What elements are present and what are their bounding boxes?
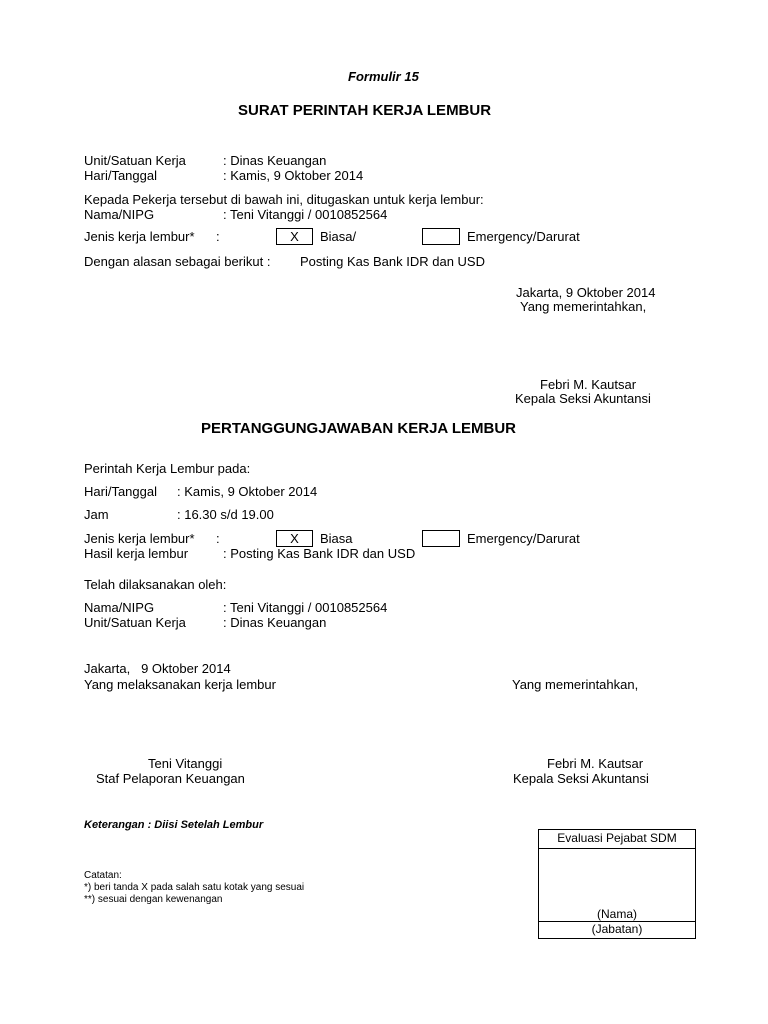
name-value: : Teni Vitanggi / 0010852564 xyxy=(223,207,388,222)
regular-label: Biasa/ xyxy=(320,229,357,244)
overtime-type-colon: : xyxy=(216,229,220,244)
date-label: Hari/Tanggal xyxy=(84,168,157,183)
executor-label: Yang melaksanakan kerja lembur xyxy=(84,677,276,692)
sdm-box-divider-top xyxy=(539,848,695,849)
time-value: : 16.30 s/d 19.00 xyxy=(177,507,274,522)
overtime-type-label: Jenis kerja lembur* xyxy=(84,229,195,244)
report-regular-label: Biasa xyxy=(320,531,353,546)
notes-heading: Catatan: xyxy=(84,870,122,881)
orderer-name: Febri M. Kautsar xyxy=(547,756,644,771)
order-place-date: Jakarta, 9 Oktober 2014 xyxy=(516,285,656,300)
result-label: Hasil kerja lembur xyxy=(84,546,189,561)
report-date-value: : Kamis, 9 Oktober 2014 xyxy=(177,484,318,499)
report-name-value: : Teni Vitanggi / 0010852564 xyxy=(223,600,388,615)
reason-label: Dengan alasan sebagai berikut : xyxy=(84,254,271,269)
emergency-checkbox[interactable] xyxy=(422,228,460,245)
orderer-title: Kepala Seksi Akuntansi xyxy=(513,771,649,786)
order-signer-name: Febri M. Kautsar xyxy=(540,377,637,392)
title-overtime-report: PERTANGGUNGJAWABAN KERJA LEMBUR xyxy=(201,420,517,437)
note-2: **) sesuai dengan kewenangan xyxy=(84,894,223,905)
report-unit-label: Unit/Satuan Kerja xyxy=(84,615,186,630)
sdm-evaluation-box xyxy=(538,829,696,939)
time-label: Jam xyxy=(84,507,109,522)
executor-title: Staf Pelaporan Keuangan xyxy=(96,771,245,786)
result-value: : Posting Kas Bank IDR dan USD xyxy=(223,546,416,561)
report-name-label: Nama/NIPG xyxy=(84,600,155,615)
unit-value: : Dinas Keuangan xyxy=(223,153,327,168)
order-by-label: Yang memerintahkan, xyxy=(520,299,647,314)
report-type-label: Jenis kerja lembur* xyxy=(84,531,195,546)
report-emergency-label: Emergency/Darurat xyxy=(467,531,580,546)
name-label: Nama/NIPG xyxy=(84,207,155,222)
sdm-box-header: Evaluasi Pejabat SDM xyxy=(557,831,677,845)
report-emergency-checkbox[interactable] xyxy=(422,530,460,547)
note-1: *) beri tanda X pada salah satu kotak yang sesuai xyxy=(84,882,305,893)
report-date-label: Hari/Tanggal xyxy=(84,484,157,499)
orderer-label: Yang memerintahkan, xyxy=(512,677,639,692)
report-type-colon: : xyxy=(216,531,220,546)
executor-name: Teni Vitanggi xyxy=(148,756,223,771)
form-number: Formulir 15 xyxy=(348,69,419,84)
done-by-label: Telah dilaksanakan oleh: xyxy=(84,577,227,592)
title-overtime-order: SURAT PERINTAH KERJA LEMBUR xyxy=(238,102,492,119)
sdm-box-name: (Nama) xyxy=(596,907,637,921)
order-on-label: Perintah Kerja Lembur pada: xyxy=(84,461,251,476)
report-unit-value: : Dinas Keuangan xyxy=(223,615,327,630)
unit-label: Unit/Satuan Kerja xyxy=(84,153,186,168)
reason-value: Posting Kas Bank IDR dan USD xyxy=(300,254,485,269)
regular-checkbox[interactable]: X xyxy=(276,228,313,245)
assignment-intro: Kepada Pekerja tersebut di bawah ini, ditugaskan untuk kerja lembur: xyxy=(84,192,484,207)
report-regular-checkbox[interactable]: X xyxy=(276,530,313,547)
remarks: Keterangan : Diisi Setelah Lembur xyxy=(84,819,264,831)
emergency-label: Emergency/Darurat xyxy=(467,229,580,244)
report-place-date: Jakarta, 9 Oktober 2014 xyxy=(84,661,231,676)
sdm-box-position: (Jabatan) xyxy=(591,922,643,936)
date-value: : Kamis, 9 Oktober 2014 xyxy=(223,168,364,183)
order-signer-title: Kepala Seksi Akuntansi xyxy=(515,391,651,406)
